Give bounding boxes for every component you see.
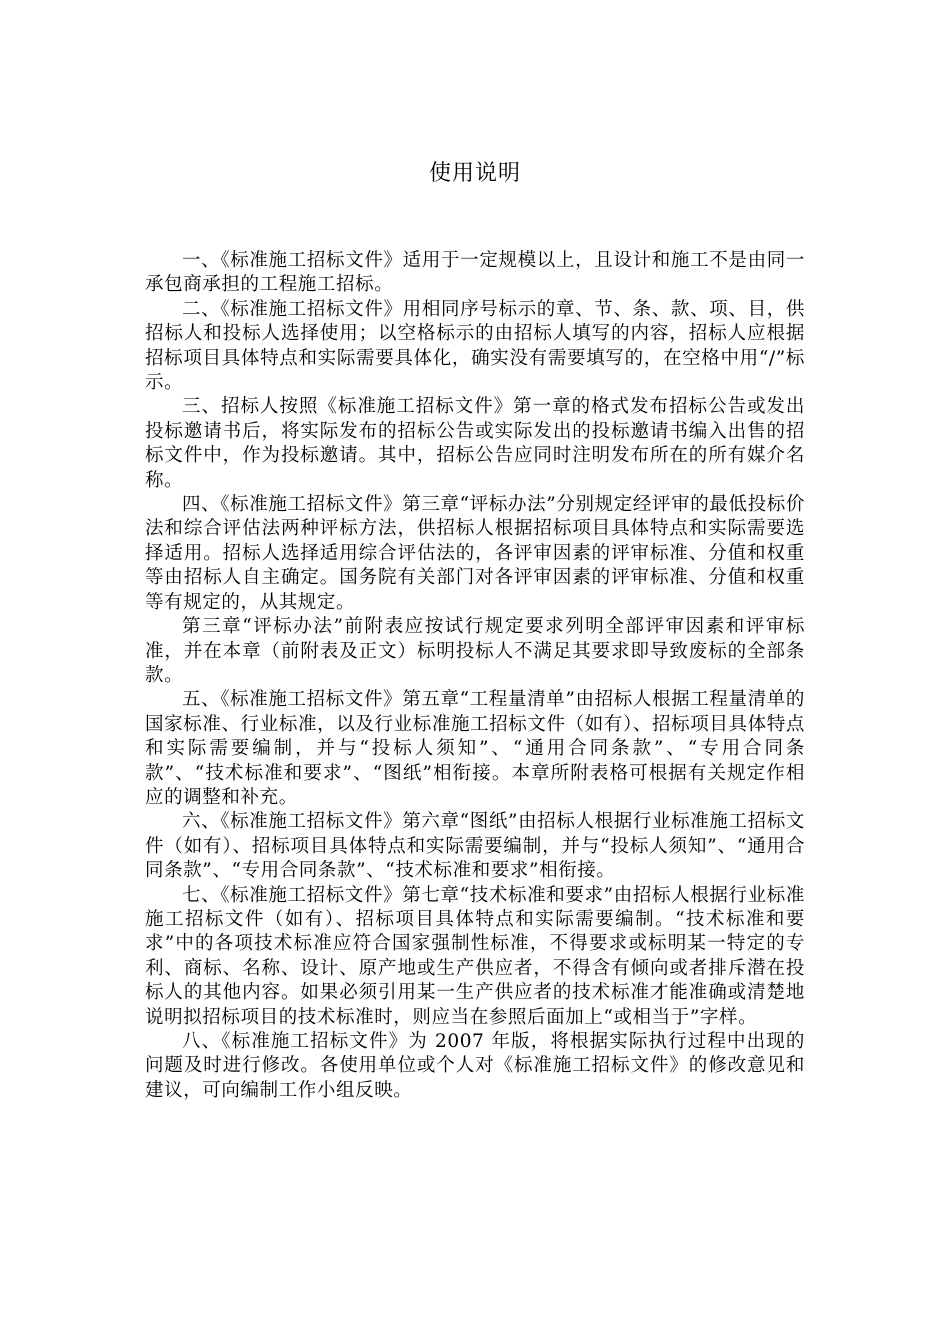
paragraph-8: 八、《标准施工招标文件》为 2007 年版，将根据实际执行过程中出现的问题及时进行修改。各使用单位或个人对《标准施工招标文件》的修改意见和建议，可向编制工作小组反映。 xyxy=(145,1031,805,1101)
paragraph-2: 二、《标准施工招标文件》用相同序号标示的章、节、条、款、项、目，供招标人和投标人选择使用；以空格标示的由招标人填写的内容，招标人应根据招标项目具体特点和实际需要具体化，确实没有需要填写的，在空格中用“/”标示。 xyxy=(145,298,805,394)
paragraph-1: 一、《标准施工招标文件》适用于一定规模以上，且设计和施工不是由同一承包商承担的工程施工招标。 xyxy=(145,250,805,296)
paragraph-4: 四、《标准施工招标文件》第三章“评标办法”分别规定经评审的最低投标价法和综合评估法两种评标方法，供招标人根据招标项目具体特点和实际需要选择适用。招标人选择适用综合评估法的，各评审因素的评审标准、分值和权重等由招标人自主确定。国务院有关部门对各评审因素的评审标准、分值和权重等有规定的，从其规定。 xyxy=(145,494,805,613)
paragraph-7: 七、《标准施工招标文件》第七章“技术标准和要求”由招标人根据行业标准施工招标文件（如有）、招标项目具体特点和实际需要编制。“技术标准和要求”中的各项技术标准应符合国家强制性标准，不得要求或标明某一特定的专利、商标、名称、设计、原产地或生产供应者，不得含有倾向或者排斥潜在投标人的其他内容。如果必须引用某一生产供应者的技术标准才能准确或清楚地说明拟招标项目的技术标准时，则应当在参照后面加上“或相当于”字样。 xyxy=(145,884,805,1028)
document-body xyxy=(145,249,805,1103)
paragraph-4-note: 第三章“评标办法”前附表应按试行规定要求列明全部评审因素和评审标准，并在本章（前附表及正文）标明投标人不满足其要求即导致废标的全部条款。 xyxy=(145,616,805,686)
paragraph-3: 三、招标人按照《标准施工招标文件》第一章的格式发布招标公告或发出投标邀请书后，将实际发布的招标公告或实际发出的投标邀请书编入出售的招标文件中，作为投标邀请。其中，招标公告应同时注明发布所在的所有媒介名称。 xyxy=(145,396,805,491)
paragraph-6: 六、《标准施工招标文件》第六章“图纸”由招标人根据行业标准施工招标文件（如有）、招标项目具体特点和实际需要编制，并与“投标人须知”、“通用合同条款”、“专用合同条款”、“技术标准和要求”相衔接。 xyxy=(145,811,805,882)
page-title: 使用说明 xyxy=(428,161,521,186)
paragraph-5: 五、《标准施工招标文件》第五章“工程量清单”由招标人根据工程量清单的国家标准、行业标准，以及行业标准施工招标文件（如有）、招标项目具体特点和实际需要编制，并与“投标人须知”、“通用合同条款”、“专用合同条款”、“技术标准和要求”、“图纸”相衔接。本章所附表格可根据有关规定作相应的调整和补充。 xyxy=(145,689,805,808)
